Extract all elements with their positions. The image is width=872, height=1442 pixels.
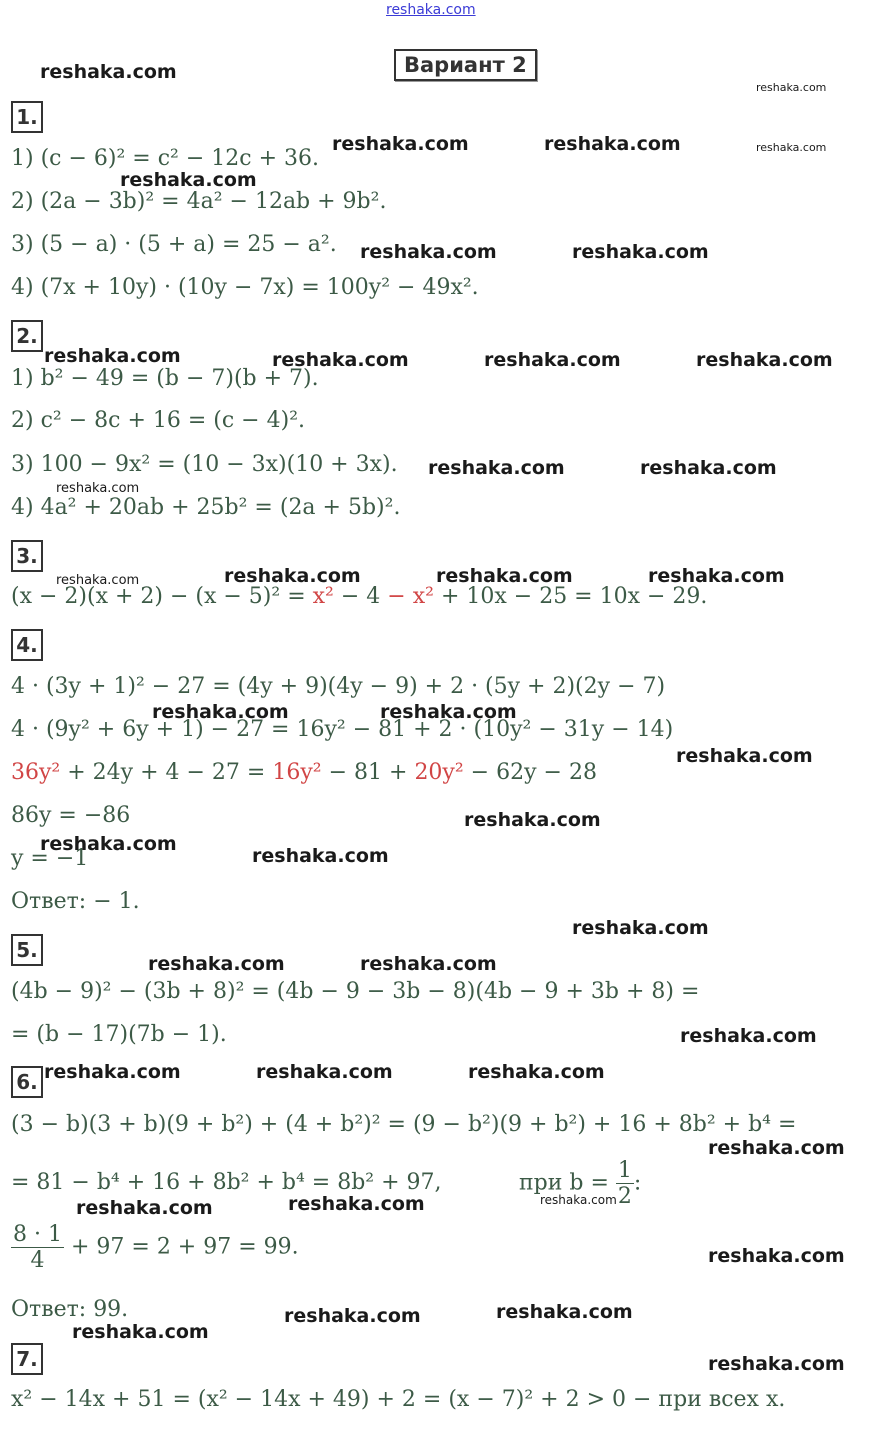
watermark: reshaka.com <box>680 1025 817 1047</box>
task-4-part-a: + 24y + 4 − 27 = <box>60 760 273 785</box>
watermark: reshaka.com <box>72 1321 209 1343</box>
watermark: reshaka.com <box>708 1353 845 1375</box>
task-6-line-3 <box>11 1222 299 1273</box>
watermark: reshaka.com <box>76 1197 213 1219</box>
task-5-line-1: (4b − 9)² − (3b + 8)² = (4b − 9 − 3b − 8)(4b − 9 + 3b + 8) = <box>11 979 700 1004</box>
watermark: reshaka.com <box>40 61 177 83</box>
watermark: reshaka.com <box>288 1193 425 1215</box>
task-6-line-3-rest: + 97 = 2 + 97 = 99. <box>63 1234 299 1260</box>
watermark-small: reshaka.com <box>56 573 140 588</box>
watermark: reshaka.com <box>380 701 517 723</box>
watermark: reshaka.com <box>484 349 621 371</box>
site-link[interactable]: reshaka.com <box>386 2 476 18</box>
task-4-line-5: y = −1 <box>11 846 89 871</box>
task-6-line-2: = 81 − b⁴ + 16 + 8b² + b⁴ = 8b² + 97, <box>11 1170 442 1195</box>
watermark: reshaka.com <box>44 1061 181 1083</box>
watermark-small: reshaka.com <box>540 1193 617 1207</box>
task-4-part-c: − 62y − 28 <box>463 760 597 785</box>
watermark: reshaka.com <box>40 833 177 855</box>
task-4-highlight-1: 36y² <box>11 760 61 785</box>
task-6-frac-den: 4 <box>30 1248 45 1273</box>
watermark: reshaka.com <box>224 565 361 587</box>
task-2-number: 2. <box>11 320 43 352</box>
watermark: reshaka.com <box>496 1301 633 1323</box>
task-3-highlight-1: x² <box>312 584 334 609</box>
task-2-line-3: 3) 100 − 9x² = (10 − 3x)(10 + 3x). <box>11 452 398 477</box>
task-4-number: 4. <box>11 629 43 661</box>
watermark: reshaka.com <box>120 169 257 191</box>
watermark: reshaka.com <box>572 241 709 263</box>
task-2-line-1: 1) b² − 49 = (b − 7)(b + 7). <box>11 366 319 391</box>
task-2-line-4: 4) 4a² + 20ab + 25b² = (2a + 5b)². <box>11 495 401 520</box>
task-3-highlight-2: − x² <box>387 584 434 609</box>
task-3-part-a: (x − 2)(x + 2) − (x − 5)² = <box>11 584 313 609</box>
task-4-line-1: 4 · (3y + 1)² − 27 = (4y + 9)(4y − 9) + 2 · (5y + 2)(2y − 7) <box>11 674 666 699</box>
watermark: reshaka.com <box>640 457 777 479</box>
task-4-highlight-2: 16y² <box>272 760 322 785</box>
watermark: reshaka.com <box>436 565 573 587</box>
watermark: reshaka.com <box>360 241 497 263</box>
task-6-half-den: 2 <box>617 1184 632 1209</box>
task-5-line-2: = (b − 17)(7b − 1). <box>11 1022 227 1047</box>
watermark: reshaka.com <box>44 345 181 367</box>
task-4-line-4: 86y = −86 <box>11 803 131 828</box>
task-3-number: 3. <box>11 540 43 572</box>
task-7-line-1: x² − 14x + 51 = (x² − 14x + 49) + 2 = (x − 7)² + 2 > 0 − при всех x. <box>11 1387 786 1412</box>
watermark-small: reshaka.com <box>56 481 140 496</box>
task-4-part-b: − 81 + <box>321 760 415 785</box>
task-4-answer: Ответ: − 1. <box>11 889 140 914</box>
task-3-part-b: − 4 <box>333 584 388 609</box>
watermark: reshaka.com <box>256 1061 393 1083</box>
watermark: reshaka.com <box>252 845 389 867</box>
watermark: reshaka.com <box>544 133 681 155</box>
watermark: reshaka.com <box>572 917 709 939</box>
task-1-line-1: 1) (c − 6)² = c² − 12c + 36. <box>11 146 319 171</box>
watermark: reshaka.com <box>428 457 565 479</box>
task-1-line-4: 4) (7x + 10y) · (10y − 7x) = 100y² − 49x². <box>11 275 479 300</box>
watermark: reshaka.com <box>284 1305 421 1327</box>
task-6-colon: : <box>633 1170 642 1196</box>
watermark: reshaka.com <box>696 349 833 371</box>
task-6-half-fraction <box>616 1158 634 1209</box>
task-1-line-2: 2) (2a − 3b)² = 4a² − 12ab + 9b². <box>11 189 387 214</box>
watermark: reshaka.com <box>468 1061 605 1083</box>
watermark: reshaka.com <box>708 1245 845 1267</box>
page-title: Вариант 2 <box>394 49 537 81</box>
task-6-answer: Ответ: 99. <box>11 1297 129 1322</box>
watermark-small: reshaka.com <box>756 81 827 94</box>
task-6-number: 6. <box>11 1066 43 1098</box>
task-6-pri: при b = <box>519 1170 616 1196</box>
task-4-line-2: 4 · (9y² + 6y + 1) − 27 = 16y² − 81 + 2 · (10y² − 31y − 14) <box>11 717 674 742</box>
task-3-part-c: + 10x − 25 = 10x − 29. <box>433 584 708 609</box>
watermark: reshaka.com <box>332 133 469 155</box>
task-6-fraction <box>11 1222 64 1273</box>
task-6-half-num: 1 <box>617 1158 632 1183</box>
watermark: reshaka.com <box>708 1137 845 1159</box>
task-1-number: 1. <box>11 101 43 133</box>
task-4-highlight-3: 20y² <box>414 760 464 785</box>
task-1-line-3: 3) (5 − a) · (5 + a) = 25 − a². <box>11 232 337 257</box>
watermark: reshaka.com <box>676 745 813 767</box>
watermark: reshaka.com <box>148 953 285 975</box>
task-2-line-2: 2) c² − 8c + 16 = (c − 4)². <box>11 408 306 433</box>
watermark: reshaka.com <box>648 565 785 587</box>
task-4-line-3 <box>11 760 597 785</box>
watermark: reshaka.com <box>464 809 601 831</box>
task-7-number: 7. <box>11 1343 43 1375</box>
watermark: reshaka.com <box>152 701 289 723</box>
watermark-small: reshaka.com <box>756 141 827 154</box>
task-6-frac-num: 8 · 1 <box>13 1222 62 1247</box>
task-5-number: 5. <box>11 934 43 966</box>
watermark: reshaka.com <box>272 349 409 371</box>
task-6-line-1: (3 − b)(3 + b)(9 + b²) + (4 + b²)² = (9 − b²)(9 + b²) + 16 + 8b² + b⁴ = <box>11 1112 797 1137</box>
watermark: reshaka.com <box>360 953 497 975</box>
